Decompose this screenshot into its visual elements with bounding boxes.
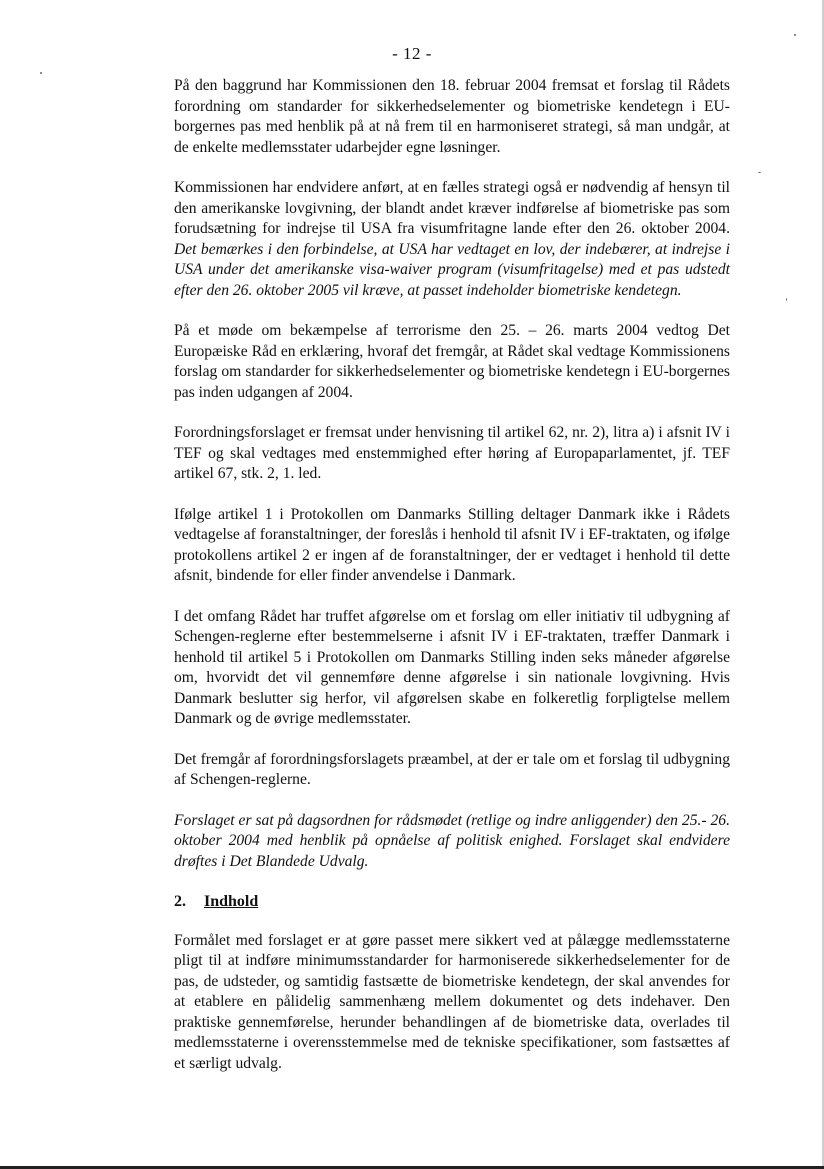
scan-speck <box>40 72 42 74</box>
scan-speck <box>786 298 787 301</box>
scan-speck <box>758 172 761 173</box>
section-number: 2. <box>174 893 186 910</box>
scan-speck <box>794 34 796 36</box>
paragraph-content: Formålet med forslaget er at gøre passet mere sikkert ved at pålægge medlemsstaterne pligt til at indføre minimumsstandarder for harmoniserede sikkerhedselementer for de pas, de udsteder, og samtidig fastsætte de biometriske kendetegn, der skal anvendes for at etablere en pålidelig sammenhæng mellem dokumentet og dets indehaver. Den praktiske gennemførelse, herunder behandlingen af de biometriske data, overlades til medlemsstaterne i overensstemmelse med de tekniske specifikationer, som fastsættes af et særligt udvalg. <box>174 931 730 1072</box>
paragraph-protocol-article-5: I det omfang Rådet har truffet afgørelse om et forslag om eller initiativ til udbygning af Schengen-reglerne efter bestemmelserne i afsnit IV i EF-traktaten, træffer Danmark i henhold til artikel 5 i Protokollen om Danmarks Stilling inden seks måneder afgørelse om, hvorvidt det vil gennemføre denne afgørelse i sin nationale lovgivning. Hvis Danmark beslutter sig herfor, vil afgørelsen skabe en folkeretlig forpligtelse mellem Danmark og de øvrige medlemsstater. <box>174 607 730 727</box>
paragraph-us-legislation-italic: Det bemærkes i den forbindelse, at USA har vedtaget en lov, der indebærer, at indrejse i USA under det amerikanske visa-waiver program (visumfritagelse) med et pas udstedt efter den 26. oktober 2005 vil kræve, at passet indeholder biometriske kendetegn. <box>174 240 730 299</box>
body-text <box>174 76 730 1094</box>
section-heading <box>174 892 730 913</box>
paragraph-background: På den baggrund har Kommissionen den 18. februar 2004 fremsat et forslag til Rådets forordning om standarder for sikkerhedselementer og biometriske kendetegn i EU-borgernes pas med henblik på at nå frem til en harmoniseret strategi, så man undgår, at de enkelte medlemsstater udarbejder egne løsninger. <box>174 77 730 156</box>
paragraph-legal-basis: Forordningsforslaget er fremsat under henvisning til artikel 62, nr. 2), litra a) i afsnit IV i TEF og skal vedtages med enstemmighed efter høring af Europaparlamentet, jf. TEF artikel 67, stk. 2, 1. led. <box>174 424 730 482</box>
paragraph-european-council: På et møde om bekæmpelse af terrorisme den 25. – 26. marts 2004 vedtog Det Europæiske Råd en erklæring, hvoraf det fremgår, at Rådet skal vedtage Kommissionens forslag om standarder for sikkerhedselementer og biometriske kendetegn i EU-borgernes pas inden udgangen af 2004. <box>174 322 730 401</box>
paragraph-us-legislation-regular: Kommissionen har endvidere anført, at en fælles strategi også er nødvendig af hensyn til den amerikanske lovgivning, der blandt andet kræver indførelse af biometriske pas som forudsætning for indrejse til USA fra visumfritagne lande efter den 26. oktober 2004. <box>174 179 730 237</box>
paragraph-protocol-article-1: Ifølge artikel 1 i Protokollen om Danmarks Stilling deltager Danmark ikke i Rådets vedtagelse af foranstaltninger, der foreslås i henhold til afsnit IV i EF-traktaten, og ifølge protokollens artikel 2 er ingen af de foranstaltninger, der er vedtaget i henhold til dette afsnit, bindende for eller finder anvendelse i Danmark. <box>174 505 730 584</box>
paragraph-us-legislation <box>174 178 730 301</box>
paragraph-schengen: Det fremgår af forordningsforslagets præambel, at der er tale om et forslag til udbygning af Schengen-reglerne. <box>174 750 730 788</box>
section-title: Indhold <box>204 893 259 910</box>
page-number: - 12 - <box>392 44 432 63</box>
paragraph-agenda: Forslaget er sat på dagsordnen for rådsmødet (retlige og indre anliggender) den 25.- 26. oktober 2004 med henblik på opnåelse af politisk enighed. Forslaget skal endvidere drøftes i Det Blandede Udvalg. <box>174 811 730 870</box>
